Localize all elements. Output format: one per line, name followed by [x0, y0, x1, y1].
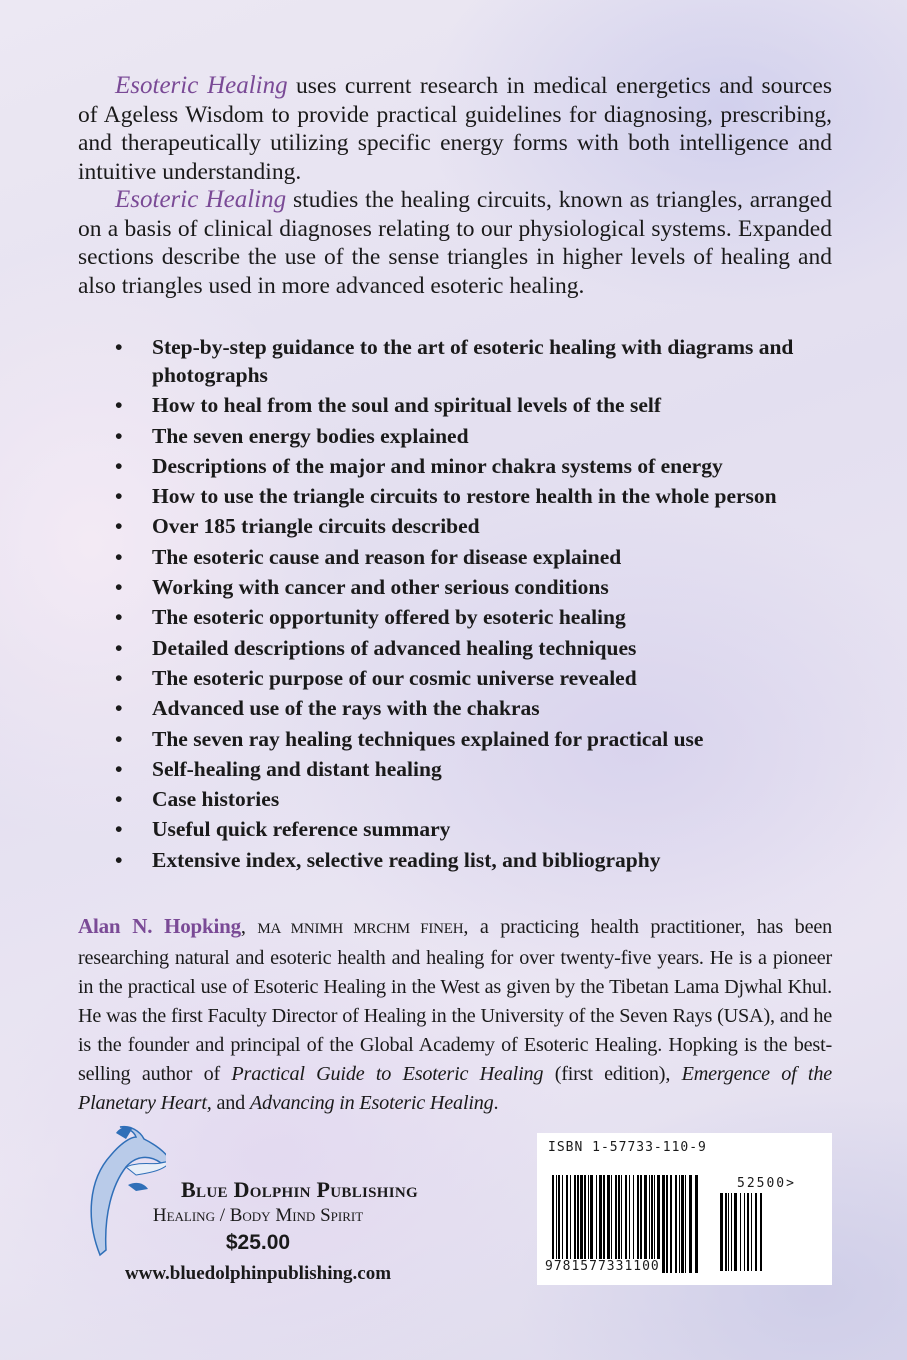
- feature-text: The seven energy bodies explained: [152, 423, 469, 448]
- bullet-icon: •: [115, 665, 123, 690]
- barcode-bar: [675, 1175, 677, 1273]
- author-credentials: MA MNIMH MRCHM FINEH: [257, 921, 464, 937]
- feature-item: [78, 333, 818, 389]
- intro-text-1: uses current research in medical energetics and sources of Ageless Wisdom to provide practical guidelines for diagnosing, prescribing, and therapeutically utilizing specific energy forms with both intelligence and intuitive understanding.: [78, 73, 833, 185]
- feature-item: [78, 573, 818, 601]
- publisher-url: www.bluedolphinpublishing.com: [124, 1263, 392, 1284]
- bullet-icon: •: [115, 847, 123, 872]
- book-title-emphasis: Esoteric Healing: [115, 72, 288, 99]
- feature-text: How to heal from the soul and spiritual levels of the self: [152, 393, 662, 418]
- barcode-bar: [666, 1175, 668, 1273]
- addon-number: 52500>: [737, 1176, 796, 1191]
- intro-paragraph-1: [78, 72, 832, 186]
- feature-item: [78, 725, 818, 753]
- book-title: Advancing in Esoteric Healing: [249, 1092, 494, 1114]
- bio-text: , a practicing health practitioner, has been researching natural and esoteric health and healing for over twenty-five years. He is a pioneer in the practical use of Esoteric Healing in the West as given by the Tibetan Lama Djwhal Khul. He was the first Faculty Director of Healing in the University of the Seven Rays (USA), and he is the founder and principal of the Global Academy of Esoteric Healing. Hopking is the best-selling author of: [78, 916, 832, 1085]
- barcode-bar: [760, 1193, 762, 1271]
- bullet-icon: •: [115, 817, 123, 842]
- barcode-bar: [744, 1193, 745, 1271]
- bullet-icon: •: [115, 756, 123, 781]
- feature-text: The esoteric purpose of our cosmic universe revealed: [152, 665, 637, 690]
- feature-item: [78, 422, 818, 450]
- bullet-icon: •: [115, 726, 123, 751]
- barcode-bar: [720, 1193, 723, 1271]
- feature-item: [78, 543, 818, 571]
- bullet-icon: •: [115, 484, 123, 509]
- barcode-bar: [662, 1175, 665, 1273]
- barcode-bar: [695, 1175, 698, 1273]
- barcode-box: [537, 1133, 832, 1285]
- bullet-icon: •: [115, 514, 123, 539]
- feature-text: The esoteric cause and reason for disease explained: [152, 544, 622, 569]
- ean-number: 9781577331100: [545, 1259, 660, 1274]
- feature-item: [78, 785, 818, 813]
- feature-item: [78, 755, 818, 783]
- author-bio: Alan N. Hopking, MA MNIMH MRCHM FINEH, a practicing health practitioner, has been researching natural and esoteric health and healing for over twenty-five years. He is a pioneer in the practical use of Esoteric Healing in the West as given by the Tibetan Lama Djwhal Khul. He was the first Faculty Director of Healing in the University of the Seven Rays (USA), and he is the founder and principal of the Global Academy of Esoteric Healing. Hopking is the best-selling author of Practical Guide to Esoteric Healing (first edition), Emergence of the Planetary Heart, and Advancing in Esoteric Healing.: [78, 914, 832, 1114]
- barcode-bar: [725, 1193, 727, 1271]
- feature-text: Case histories: [152, 787, 280, 812]
- feature-item: [78, 634, 818, 662]
- bullet-icon: •: [115, 393, 123, 418]
- barcode-bar: [734, 1193, 737, 1271]
- feature-item: [78, 512, 818, 540]
- bio-text: and: [211, 1092, 250, 1114]
- barcode-bar: [747, 1193, 749, 1271]
- book-title: Emergence of the Planetary Heart,: [78, 1063, 832, 1114]
- barcode-bar: [728, 1193, 729, 1271]
- barcode-bar: [689, 1175, 692, 1273]
- bullet-icon: •: [115, 544, 123, 569]
- barcode-bar: [751, 1193, 752, 1271]
- book-title-emphasis: Esoteric Healing: [115, 186, 287, 213]
- feature-text: Detailed descriptions of advanced healing techniques: [152, 635, 637, 660]
- feature-text: Step-by-step guidance to the art of esoteric healing with diagrams and photographs: [152, 335, 794, 387]
- feature-item: [78, 482, 818, 510]
- barcode-bar: [731, 1193, 732, 1271]
- feature-item: [78, 664, 818, 692]
- book-title: Practical Guide to Esoteric Healing: [231, 1063, 544, 1085]
- bio-text: (first edition),: [543, 1063, 682, 1085]
- intro-paragraph-2: [78, 186, 832, 300]
- book-category: Healing / Body Mind Spirit: [152, 1205, 364, 1226]
- feature-text: Advanced use of the rays with the chakras: [152, 696, 540, 721]
- feature-item: [78, 846, 818, 874]
- feature-text: Over 185 triangle circuits described: [152, 514, 480, 539]
- feature-text: Extensive index, selective reading list, and bibliography: [152, 847, 661, 872]
- feature-text: The esoteric opportunity offered by esoteric healing: [152, 605, 626, 630]
- publisher-name: Blue Dolphin Publishing: [181, 1177, 418, 1202]
- bullet-icon: •: [115, 605, 123, 630]
- feature-item: [78, 603, 818, 631]
- author-name: Alan N. Hopking: [78, 914, 241, 938]
- barcode-bar: [670, 1175, 672, 1273]
- feature-item: [78, 452, 818, 480]
- bullet-icon: •: [115, 787, 123, 812]
- feature-text: How to use the triangle circuits to restore health in the whole person: [152, 484, 777, 509]
- bio-text: .: [493, 1092, 499, 1114]
- price: $25.00: [225, 1231, 291, 1254]
- bullet-icon: •: [115, 335, 123, 359]
- feature-text: Descriptions of the major and minor chakra systems of energy: [152, 453, 723, 478]
- feature-item: [78, 815, 818, 843]
- feature-list: [78, 333, 818, 876]
- barcode-bar: [681, 1175, 684, 1273]
- feature-text: Useful quick reference summary: [152, 817, 451, 842]
- feature-item: [78, 391, 818, 419]
- bullet-icon: •: [115, 423, 123, 448]
- barcode-bar: [755, 1193, 757, 1271]
- feature-item: [78, 694, 818, 722]
- bullet-icon: •: [115, 635, 123, 660]
- bullet-icon: •: [115, 453, 123, 478]
- intro-text-2: studies the healing circuits, known as triangles, arranged on a basis of clinical diagnoses relating to our physiological systems. Expanded sections describe the use of the sense triangles in higher levels of healing and also triangles used in more advanced esoteric healing.: [78, 187, 832, 299]
- barcode-bar: [685, 1175, 686, 1273]
- isbn-text: ISBN 1-57733-110-9: [548, 1140, 707, 1155]
- feature-text: Self-healing and distant healing: [152, 756, 442, 781]
- feature-text: The seven ray healing techniques explained for practical use: [152, 726, 704, 751]
- bullet-icon: •: [115, 575, 123, 600]
- bullet-icon: •: [115, 696, 123, 721]
- barcode-bar: [740, 1193, 741, 1271]
- barcode-bar: [679, 1175, 680, 1273]
- feature-text: Working with cancer and other serious conditions: [152, 575, 609, 600]
